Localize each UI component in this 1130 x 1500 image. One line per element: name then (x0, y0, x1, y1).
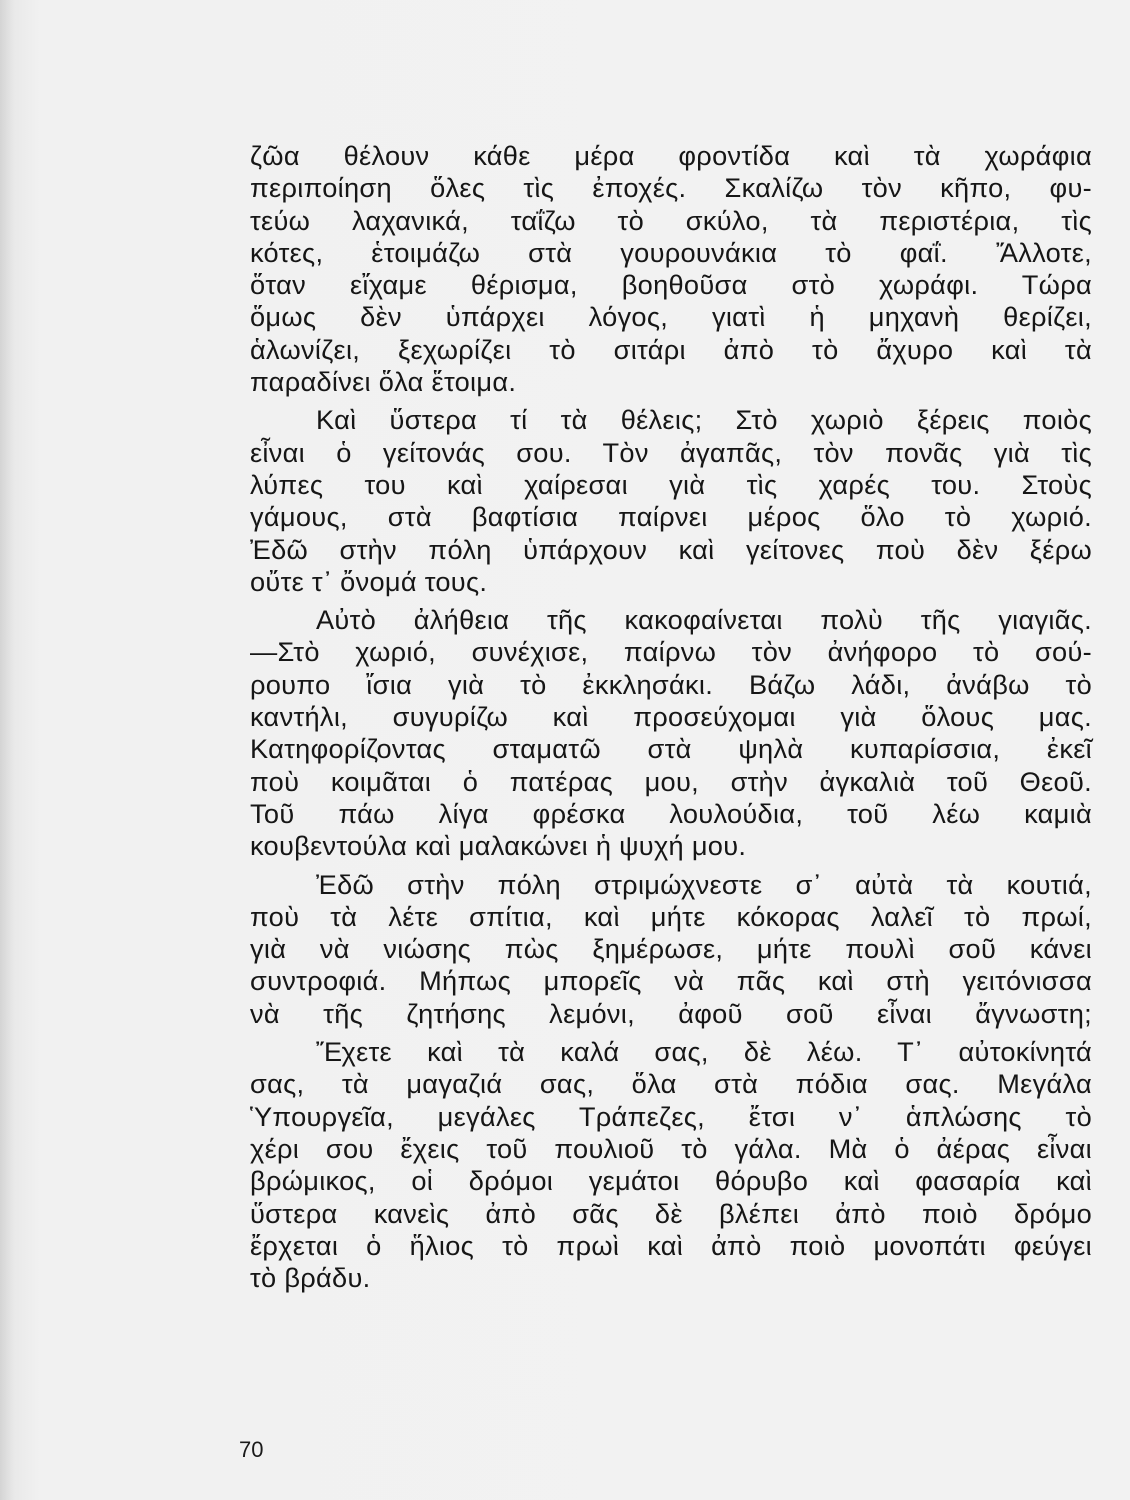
text-line: νὰ τῆς ζητήσης λεμόνι, ἀφοῦ σοῦ εἶναι ἄγνωστη; (250, 997, 1092, 1029)
text-line: ζῶα θέλουν κάθε μέρα φροντίδα καὶ τὰ χωράφια (250, 140, 1092, 171)
text-line: ὅταν εἴχαμε θέρισμα, βοηθοῦσα στὸ χωράφι. Τώρα (250, 269, 1092, 301)
text-line: ρουπο ἴσια γιὰ τὸ ἐκκλησάκι. Βάζω λάδι, ἀνάβω τὸ (250, 668, 1092, 700)
text-line: ὕστερα κανεὶς ἀπὸ σᾶς δὲ βλέπει ἀπὸ ποιὸ δρόμο (250, 1197, 1092, 1229)
text-line: σας, τὰ μαγαζιά σας, ὅλα στὰ πόδια σας. Μεγάλα (250, 1068, 1092, 1100)
body-text (250, 140, 1092, 1294)
text-line: Τοῦ πάω λίγα φρέσκα λουλούδια, τοῦ λέω καμιὰ (250, 797, 1092, 829)
text-line: λύπες του καὶ χαίρεσαι γιὰ τὶς χαρές του. Στοὺς (250, 468, 1092, 500)
text-line: καντήλι, συγυρίζω καὶ προσεύχομαι γιὰ ὅλους μας. (250, 701, 1092, 733)
text-line: Ὑπουργεῖα, μεγάλες Τράπεζες, ἔτσι ν᾽ ἁπλώσης τὸ (250, 1100, 1092, 1132)
text-line: Αὐτὸ ἀλήθεια τῆς κακοφαίνεται πολὺ τῆς γιαγιᾶς. (316, 604, 1092, 636)
text-line: ἁλωνίζει, ξεχωρίζει τὸ σιτάρι ἀπὸ τὸ ἄχυρο καὶ τὰ (250, 333, 1092, 365)
text-line: ποὺ τὰ λέτε σπίτια, καὶ μήτε κόκορας λαλεῖ τὸ πρωί, (250, 900, 1092, 932)
paragraph-1 (250, 140, 1092, 398)
text-line: Ἐδῶ στὴν πόλη στριμώχνεστε σ᾽ αὐτὰ τὰ κουτιά, (316, 868, 1092, 900)
text-line: κότες, ἑτοιμάζω στὰ γουρουνάκια τὸ φαΐ. Ἄλλοτε, (250, 236, 1092, 268)
paragraph-2 (250, 404, 1092, 598)
paragraph-5 (250, 1036, 1092, 1294)
text-line: Ἐδῶ στὴν πόλη ὑπάρχουν καὶ γείτονες ποὺ δὲν ξέρω (250, 533, 1092, 565)
text-line: ἔρχεται ὁ ἥλιος τὸ πρωὶ καὶ ἀπὸ ποιὸ μονοπάτι φεύγει (250, 1229, 1092, 1261)
text-line: κουβεντούλα καὶ μαλακώνει ἡ ψυχή μου. (250, 830, 747, 862)
text-line: τὸ βράδυ. (250, 1262, 371, 1294)
text-line: χέρι σου ἔχεις τοῦ πουλιοῦ τὸ γάλα. Μὰ ὁ ἀέρας εἶναι (250, 1132, 1092, 1164)
page-number: 70 (239, 1437, 264, 1462)
paragraph-4 (250, 869, 1092, 1030)
text-line: Καὶ ὕστερα τί τὰ θέλεις; Στὸ χωριὸ ξέρεις ποιὸς (316, 404, 1092, 436)
text-line: περιποίηση ὅλες τὶς ἐποχές. Σκαλίζω τὸν κῆπο, φυ- (250, 172, 1092, 204)
text-line: οὔτε τ᾽ ὄνομά τους. (250, 565, 488, 597)
paragraph-3 (250, 604, 1092, 862)
text-line: Κατηφορίζοντας σταματῶ στὰ ψηλὰ κυπαρίσσια, ἐκεῖ (250, 733, 1092, 765)
text-line: Ἔχετε καὶ τὰ καλά σας, δὲ λέω. Τ᾽ αὐτοκίνητά (316, 1036, 1092, 1068)
text-line: ὅμως δὲν ὑπάρχει λόγος, γιατὶ ἡ μηχανὴ θερίζει, (250, 301, 1092, 333)
text-line: τεύω λαχανικά, ταΐζω τὸ σκύλο, τὰ περιστέρια, τὶς (250, 204, 1092, 236)
text-line: συντροφιά. Μήπως μπορεῖς νὰ πᾶς καὶ στὴ γειτόνισσα (250, 965, 1092, 997)
text-line: εἶναι ὁ γείτονάς σου. Τὸν ἀγαπᾶς, τὸν πονᾶς γιὰ τὶς (250, 436, 1092, 468)
text-line: —Στὸ χωριό, συνέχισε, παίρνω τὸν ἀνήφορο τὸ σού- (250, 636, 1092, 668)
text-line: ποὺ κοιμᾶται ὁ πατέρας μου, στὴν ἀγκαλιὰ τοῦ Θεοῦ. (250, 765, 1092, 797)
text-line: γιὰ νὰ νιώσης πὼς ξημέρωσε, μήτε πουλὶ σοῦ κάνει (250, 933, 1092, 965)
text-line: γάμους, στὰ βαφτίσια παίρνει μέρος ὅλο τὸ χωριό. (250, 501, 1092, 533)
text-line: παραδίνει ὅλα ἕτοιμα. (250, 366, 517, 398)
text-line: βρώμικος, οἱ δρόμοι γεμάτοι θόρυβο καὶ φασαρία καὶ (250, 1165, 1092, 1197)
